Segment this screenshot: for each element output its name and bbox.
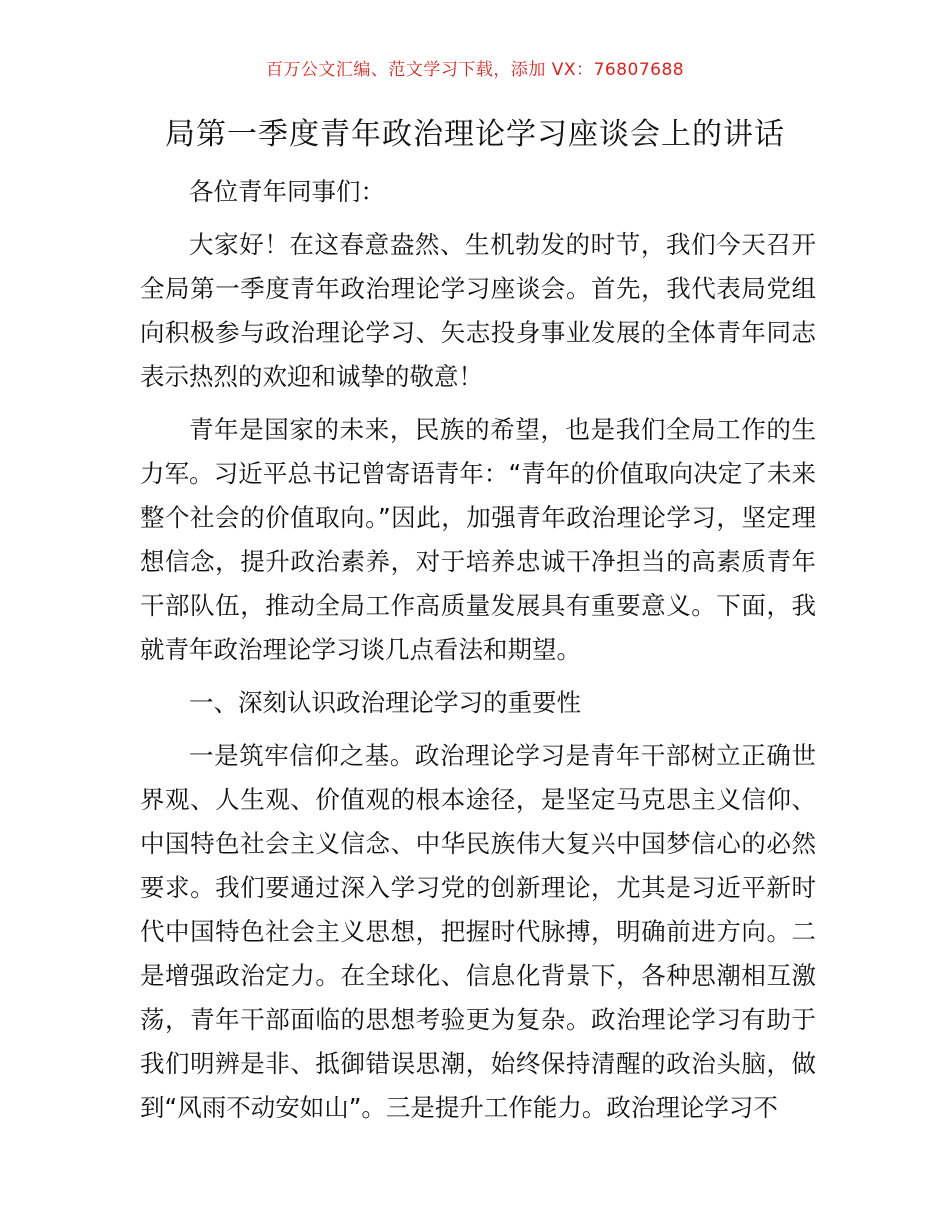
watermark-banner: 百万公文汇编、范文学习下载，添加 VX：76807688: [265, 60, 685, 80]
salutation: 各位青年同事们：: [189, 177, 385, 206]
section-heading: 一、深刻认识政治理论学习的重要性: [189, 688, 581, 717]
paragraph-youth-importance: 青年是国家的未来，民族的希望，也是我们全局工作的生力军。习近平总书记曾寄语青年：“青年的价值取向决定了未来整个社会的价值取向。”因此，加强青年政治理论学习，坚定理想信念，提升政治素养，对于培养忠诚干净担当的高素质青年干部队伍，推动全局工作高质量发展具有重要意义。下面，我就青年政治理论学习谈几点看法和期望。: [140, 415, 816, 664]
document-title: 局第一季度青年政治理论学习座谈会上的讲话: [165, 117, 785, 152]
paragraph-section-one: 一是筑牢信仰之基。政治理论学习是青年干部树立正确世界观、人生观、价值观的根本途径，是坚定马克思主义信仰、中国特色社会主义信念、中华民族伟大复兴中国梦信心的必然要求。我们要通过深入学习党的创新理论，尤其是习近平新时代中国特色社会主义思想，把握时代脉搏，明确前进方向。二是增强政治定力。在全球化、信息化背景下，各种思潮相互激荡，青年干部面临的思想考验更为复杂。政治理论学习有助于我们明辨是非、抵御错误思潮，始终保持清醒的政治头脑，做到“风雨不动安如山”。三是提升工作能力。政治理论学习不: [140, 741, 816, 1122]
document-body: [140, 170, 816, 1139]
paragraph-greeting: 大家好！在这春意盎然、生机勃发的时节，我们今天召开全局第一季度青年政治理论学习座谈会。首先，我代表局党组向积极参与政治理论学习、矢志投身事业发展的全体青年同志表示热烈的欢迎和诚挚的敬意！: [140, 230, 816, 391]
